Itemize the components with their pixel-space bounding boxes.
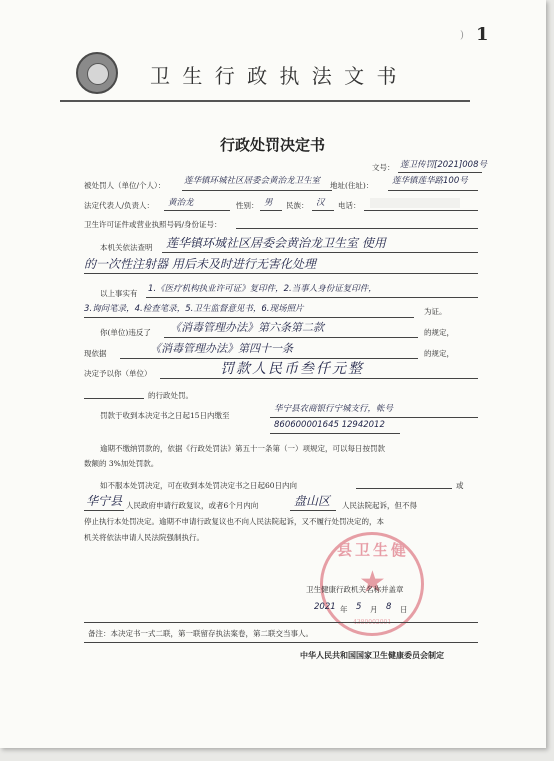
- investigate-line2: 的一次性注射器 用后未及时进行无害化处理: [84, 257, 316, 271]
- decide-underline1: [160, 378, 478, 379]
- rep-value: 黄治龙: [168, 198, 194, 208]
- decide-underline2: [84, 398, 144, 399]
- appeal-line2-end: 人民法院起诉，但不得: [342, 501, 417, 510]
- ethnic-underline: [312, 210, 334, 211]
- pay-text: 罚款于收到本决定书之日起15日内缴至: [100, 411, 230, 420]
- date-day: 8: [386, 602, 392, 612]
- date-month: 5: [356, 602, 362, 612]
- doc-no-underline: [398, 172, 482, 173]
- address-label: 地址(住址)：: [330, 181, 374, 190]
- gender-underline: [260, 210, 282, 211]
- seal-star-icon: ★: [359, 565, 386, 600]
- national-emblem-icon: [76, 52, 118, 94]
- decide-end: 的行政处罚。: [148, 391, 193, 400]
- note: 备注：本决定书一式二联，第一联留存执法案卷，第二联交当事人。: [88, 629, 313, 638]
- appeal-line4: 机关将依法申请人民法院强制执行。: [84, 533, 204, 542]
- pay-value-line2: 860600001645 12942012: [274, 420, 385, 430]
- overdue-line2: 数额的 3%加处罚款。: [84, 459, 159, 468]
- party-value: 莲华镇环城社区居委会黄治龙卫生室: [184, 176, 321, 186]
- pay-underline1: [270, 417, 478, 418]
- evidence-line2: 3.询问笔录，4.检查笔录，5.卫生监督意见书，6.现场照片: [84, 304, 304, 314]
- evidence-underline1: [146, 297, 478, 298]
- date-year-suffix: 年: [340, 605, 348, 614]
- appeal-underline-county: [84, 510, 124, 511]
- gender-value: 男: [264, 198, 273, 208]
- seal-label: 卫生健康行政机关名称并盖章: [306, 585, 404, 594]
- address-underline: [388, 190, 478, 191]
- page-number: 1: [476, 24, 489, 45]
- ethnic-value: 汉: [316, 198, 325, 208]
- license-label: 卫生许可证件或营业执照号码/身份证号：: [84, 220, 222, 229]
- appeal-line1-prefix: 如不服本处罚决定，可在收到本处罚决定书之日起60日内向: [100, 481, 298, 490]
- issuer: 中华人民共和国国家卫生健康委员会制定: [300, 650, 444, 660]
- note-divider-top: [84, 622, 478, 623]
- date-day-suffix: 日: [400, 605, 408, 614]
- violate-value: 《消毒管理办法》第六条第二款: [170, 321, 324, 334]
- doc-no-value: 莲卫传罚[2021]008号: [400, 160, 487, 170]
- evidence-line1: 1.《医疗机构执业许可证》复印件，2.当事人身份证复印件，: [148, 284, 377, 294]
- appeal-underline-court: [290, 510, 336, 511]
- doc-no-label: 文号：: [372, 163, 395, 172]
- corner-mark: ): [460, 30, 464, 41]
- phone-redaction: [370, 198, 460, 208]
- date-month-suffix: 月: [370, 605, 378, 614]
- investigate-prefix: 本机关依法查明: [100, 243, 153, 252]
- evidence-suffix: 为证。: [424, 307, 447, 316]
- phone-label: 电话：: [338, 201, 361, 210]
- header-divider: [60, 100, 470, 102]
- appeal-county: 华宁县: [86, 494, 123, 508]
- decide-value: 罚款人民币叁仟元整: [220, 361, 364, 377]
- basis-value: 《消毒管理办法》第四十一条: [150, 342, 293, 355]
- overdue-line1: 逾期不缴纳罚款的，依据《行政处罚法》第五十一条第（一）项规定，可以每日按罚款: [100, 444, 385, 453]
- date-year: 2021: [314, 602, 336, 612]
- appeal-line1-suffix: 或: [456, 481, 464, 490]
- decide-prefix: 决定予以你（单位）: [84, 369, 152, 378]
- basis-prefix: 现依据: [84, 349, 107, 358]
- appeal-underline-gov: [356, 488, 452, 489]
- note-divider-bottom: [84, 642, 478, 643]
- license-underline: [236, 228, 478, 229]
- document-title: 行政处罚决定书: [220, 136, 326, 154]
- gender-label: 性别：: [236, 201, 259, 210]
- rep-underline: [164, 210, 230, 211]
- evidence-prefix: 以上事实有: [100, 289, 138, 298]
- violate-underline: [164, 337, 418, 338]
- investigate-underline1: [162, 252, 478, 253]
- investigate-underline2: [84, 273, 478, 274]
- seal-text: 县卫生健: [337, 541, 410, 559]
- seal-number: 4380002001: [353, 619, 392, 626]
- appeal-court: 盘山区: [294, 494, 331, 508]
- evidence-underline2: [84, 317, 414, 318]
- rep-label: 法定代表人/负责人：: [84, 201, 155, 210]
- appeal-line3: 停止执行本处罚决定。逾期不申请行政复议也不向人民法院起诉，又不履行处罚决定的，本: [84, 517, 384, 526]
- appeal-line2-mid: 人民政府申请行政复议，或者6个月内向: [126, 501, 259, 510]
- phone-underline: [364, 210, 478, 211]
- address-value: 莲华镇莲华路100号: [392, 176, 468, 186]
- pay-underline2: [270, 433, 400, 434]
- investigate-line1: 莲华镇环城社区居委会黄治龙卫生室 使用: [166, 236, 386, 250]
- basis-suffix: 的规定，: [424, 349, 454, 358]
- ethnic-label: 民族：: [286, 201, 309, 210]
- header-title: 卫 生 行 政 执 法 文 书: [150, 64, 400, 88]
- party-label: 被处罚人（单位/个人）：: [84, 181, 166, 190]
- violate-suffix: 的规定，: [424, 328, 454, 337]
- violate-prefix: 你(单位)违反了: [100, 328, 151, 337]
- party-underline: [182, 190, 332, 191]
- pay-value-line1: 华宁县农商银行宁城支行，帐号: [274, 404, 394, 414]
